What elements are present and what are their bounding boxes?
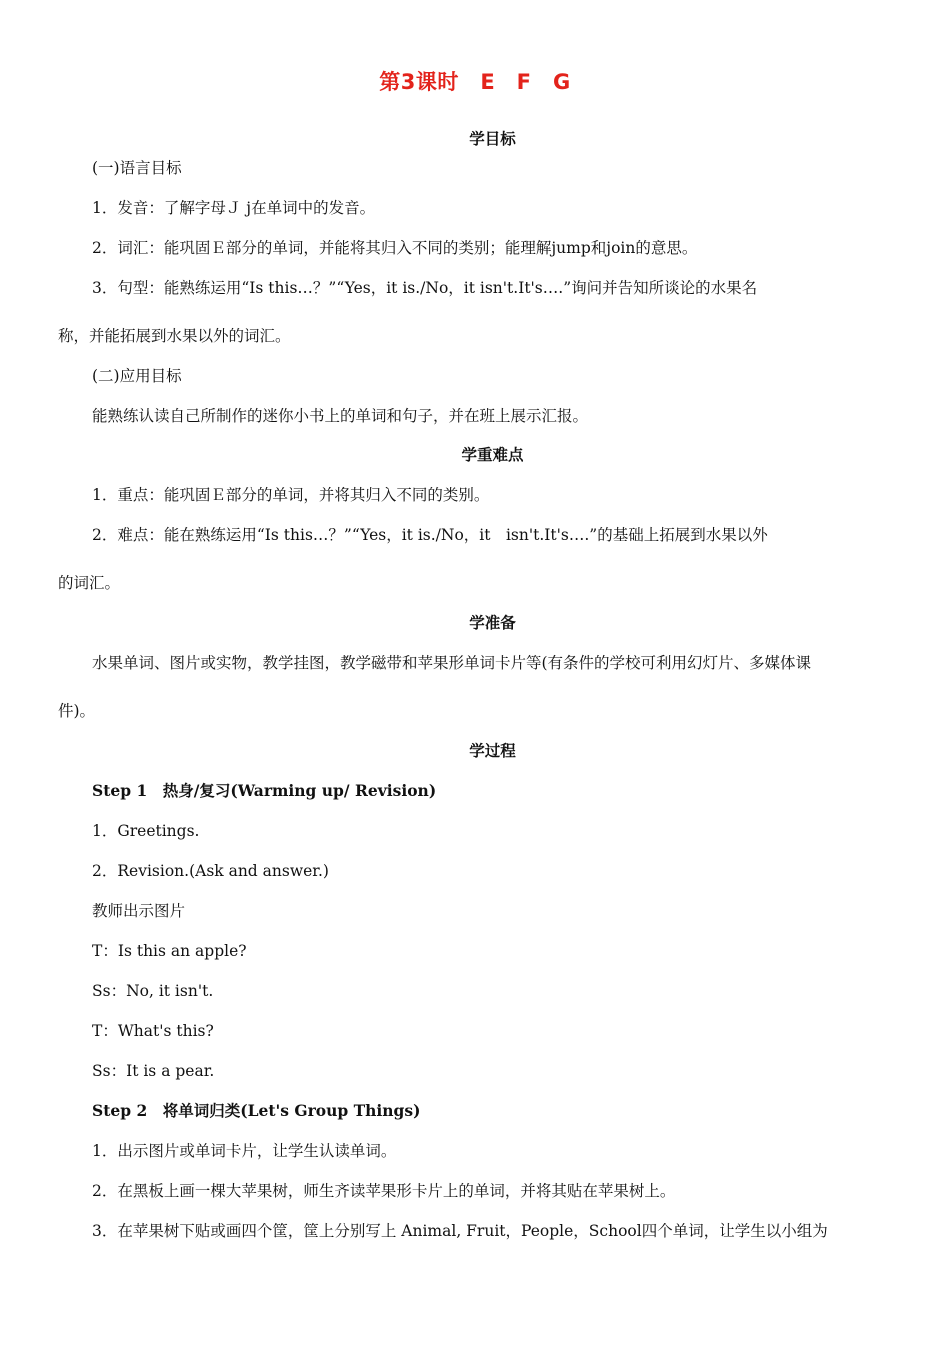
step-2-item-3: 3．在苹果树下贴或画四个筐，筐上分别写上 Animal, Fruit，People，School四个单词，让学生以小组为: [92, 1222, 828, 1240]
preparation-text: 水果单词、图片或实物，教学挂图，教学磁带和苹果形单词卡片等(有条件的学校可利用幻灯片、多媒体课: [92, 654, 812, 672]
dialogue-line-2: Ss：No, it isn't.: [92, 982, 214, 1000]
section-heading-keypoints: 学重难点: [461, 446, 524, 464]
objective-item-3-continued: 称，并能拓展到水果以外的词汇。: [58, 327, 291, 345]
keypoint-item-2: 2．难点：能在熟练运用“Is this…？”“Yes，it is./No，it isn't.It's….”的基础上拓展到水果以外: [92, 526, 768, 544]
dialogue-line-4: Ss：It is a pear.: [92, 1062, 215, 1080]
section-heading-process: 学过程: [469, 742, 516, 760]
dialogue-line-1: T：Is this an apple?: [92, 942, 247, 960]
application-goal-text: 能熟练认读自己所制作的迷你小书上的单词和句子，并在班上展示汇报。: [92, 407, 589, 425]
subheading-language-goals: (一)语言目标: [92, 159, 182, 177]
step-2-heading: Step 2 将单词归类(Let's Group Things): [92, 1101, 421, 1120]
step-1-instruction: 教师出示图片: [92, 902, 186, 920]
section-heading-preparation: 学准备: [469, 614, 516, 632]
subheading-application-goals: (二)应用目标: [92, 367, 182, 385]
step-1-item-1: 1．Greetings.: [92, 822, 200, 840]
step-1-heading: Step 1 热身/复习(Warming up/ Revision): [92, 781, 437, 800]
step-1-item-2: 2．Revision.(Ask and answer.): [92, 862, 329, 880]
section-heading-objectives: 学目标: [469, 130, 516, 148]
step-2-item-1: 1．出示图片或单词卡片，让学生认读单词。: [92, 1142, 397, 1160]
keypoint-item-2-continued: 的词汇。: [58, 574, 121, 592]
page-title: 第3课时 E F G: [379, 70, 571, 94]
objective-item-2: 2．词汇：能巩固Ｅ部分的单词，并能将其归入不同的类别；能理解jump和join的意思。: [92, 239, 698, 257]
preparation-text-continued: 件)。: [58, 702, 96, 720]
keypoint-item-1: 1．重点：能巩固Ｅ部分的单词，并将其归入不同的类别。: [92, 486, 490, 504]
dialogue-line-3: T：What's this?: [92, 1022, 214, 1040]
objective-item-1: 1．发音：了解字母Ｊ j在单词中的发音。: [92, 199, 376, 217]
objective-item-3: 3．句型：能熟练运用“Is this…？”“Yes，it is./No，it isn't.It's….”询问并告知所谈论的水果名: [92, 279, 758, 297]
step-2-item-2: 2．在黑板上画一棵大苹果树，师生齐读苹果形卡片上的单词，并将其贴在苹果树上。: [92, 1182, 676, 1200]
